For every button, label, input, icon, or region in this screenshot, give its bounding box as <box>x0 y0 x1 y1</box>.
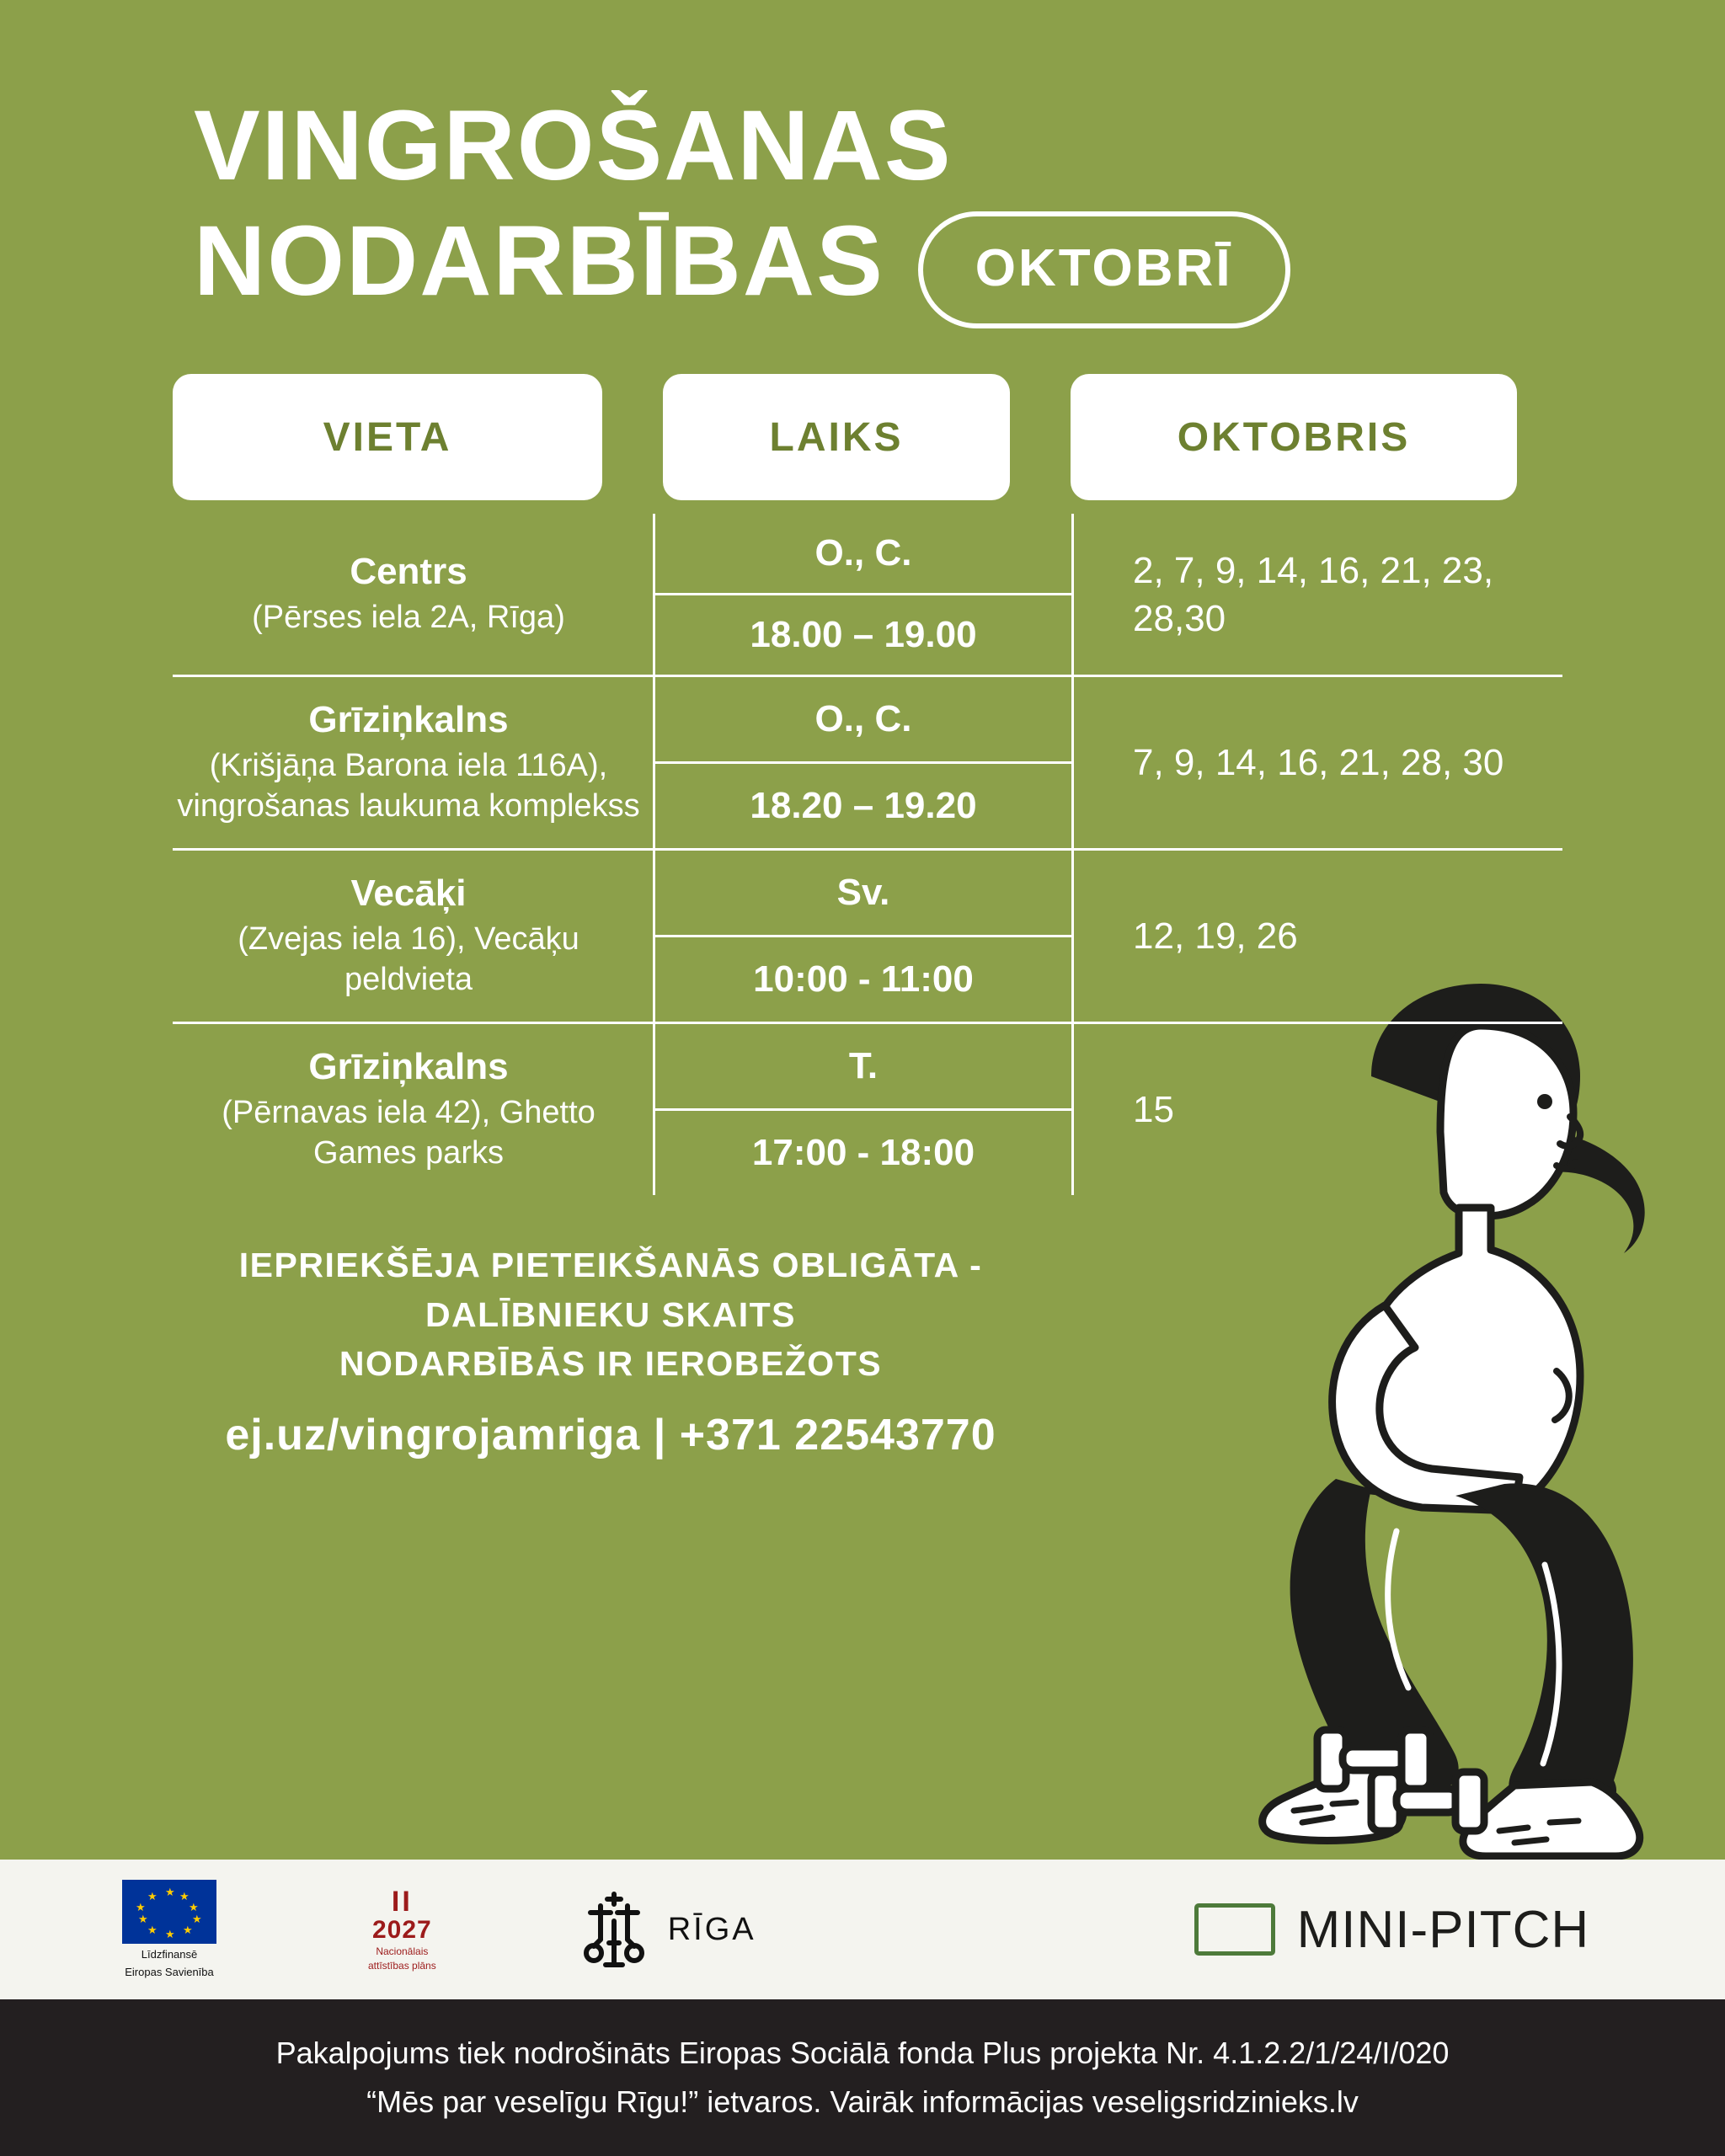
cell-place <box>173 514 653 675</box>
eu-logo <box>122 1880 216 1980</box>
place-address: (Pērnavas iela 42), Ghetto Games parks <box>222 1095 595 1171</box>
column-header-time: LAIKS <box>663 374 1010 500</box>
registration-notice-line-3: NODARBĪBĀS IR IEROBEŽOTS <box>339 1343 883 1383</box>
cell-time <box>653 1024 1074 1195</box>
table-row <box>173 1024 1562 1195</box>
cell-dates: 7, 9, 14, 16, 21, 28, 30 <box>1133 742 1504 784</box>
time-days: O., C. <box>655 514 1071 595</box>
logo-strip <box>0 1860 1725 1999</box>
cell-place <box>173 1024 653 1195</box>
column-header-month: OKTOBRIS <box>1071 374 1517 500</box>
place-name: Centrs <box>350 551 467 593</box>
registration-notice-line-1: IEPRIEKŠĒJA PIETEIKŠANĀS OBLIGĀTA - <box>238 1246 983 1285</box>
arp-caption-line-2: attīstības plāns <box>368 1959 436 1972</box>
cell-time <box>653 851 1074 1022</box>
column-header-place: VIETA <box>173 374 602 500</box>
cell-time <box>653 677 1074 848</box>
time-hours: 18.20 – 19.20 <box>750 785 977 827</box>
place-name: Grīziņkalns <box>308 1046 509 1088</box>
cell-place <box>173 677 653 848</box>
time-days: O., C. <box>655 677 1071 764</box>
table-row <box>173 514 1562 677</box>
place-address: (Krišjāņa Barona iela 116A), vingrošanas laukuma komplekss <box>177 748 640 824</box>
notes-block <box>0 1241 1095 1460</box>
table-row <box>173 851 1562 1024</box>
cell-dates: 2, 7, 9, 14, 16, 21, 23, 28,30 <box>1133 549 1494 639</box>
month-badge: OKTOBRĪ <box>918 211 1290 328</box>
time-hours: 18.00 – 19.00 <box>750 614 977 656</box>
eu-caption-line-1: Līdzfinansē <box>141 1947 198 1961</box>
registration-notice-line-2: DALĪBNIEKU SKAITS <box>425 1294 797 1334</box>
place-name: Vecāķi <box>350 873 467 915</box>
eu-caption-line-2: Eiropas Savienība <box>125 1966 214 1978</box>
contact-line[interactable]: ej.uz/vingrojamriga | +371 22543770 <box>225 1411 996 1460</box>
page-title-line-1: VINGROŠANAS <box>194 90 953 201</box>
arp-mark: II <box>391 1885 413 1918</box>
table-header-row <box>173 374 1562 500</box>
title-row-2 <box>194 200 1725 323</box>
place-address: (Pērses iela 2A, Rīga) <box>252 600 565 636</box>
cell-time <box>653 514 1074 675</box>
cell-place <box>173 851 653 1022</box>
poster-header <box>0 0 1725 323</box>
schedule-table <box>173 374 1562 1195</box>
national-development-plan-logo <box>368 1887 436 1972</box>
footer-bar <box>0 1999 1725 2156</box>
arp-year: 2027 <box>371 1915 432 1944</box>
footer-line-2: “Mēs par veselīgu Rīgu!” ietvaros. Vairāk informācijas veseligsridzinieks.lv <box>366 2084 1359 2119</box>
riga-keys-icon <box>575 1887 653 1972</box>
mini-pitch-wordmark: MINI-PITCH <box>1296 1900 1590 1959</box>
table-row <box>173 677 1562 851</box>
mini-pitch-icon <box>1194 1903 1275 1956</box>
cell-dates: 15 <box>1133 1089 1174 1131</box>
place-name: Grīziņkalns <box>308 699 509 741</box>
footer-line-1: Pakalpojums tiek nodrošināts Eiropas Sociālā fonda Plus projekta Nr. 4.1.2.2/1/24/I/020 <box>275 2036 1450 2071</box>
time-days: T. <box>655 1024 1071 1111</box>
riga-wordmark: RĪGA <box>667 1911 756 1947</box>
time-days: Sv. <box>655 851 1071 937</box>
riga-logo <box>575 1887 756 1972</box>
cell-dates: 12, 19, 26 <box>1133 915 1298 958</box>
eu-flag-icon: ★ ★ ★ ★ ★ ★ ★ ★ ★ ★ <box>122 1880 216 1944</box>
arp-caption-line-1: Nacionālais <box>376 1945 429 1957</box>
page-title-line-2: NODARBĪBAS <box>194 205 884 318</box>
place-address: (Zvejas iela 16), Vecāķu peldvieta <box>238 921 579 997</box>
mini-pitch-logo <box>1194 1900 1590 1960</box>
table-body <box>173 514 1562 1195</box>
time-hours: 10:00 - 11:00 <box>753 958 974 1001</box>
time-hours: 17:00 - 18:00 <box>751 1132 975 1174</box>
